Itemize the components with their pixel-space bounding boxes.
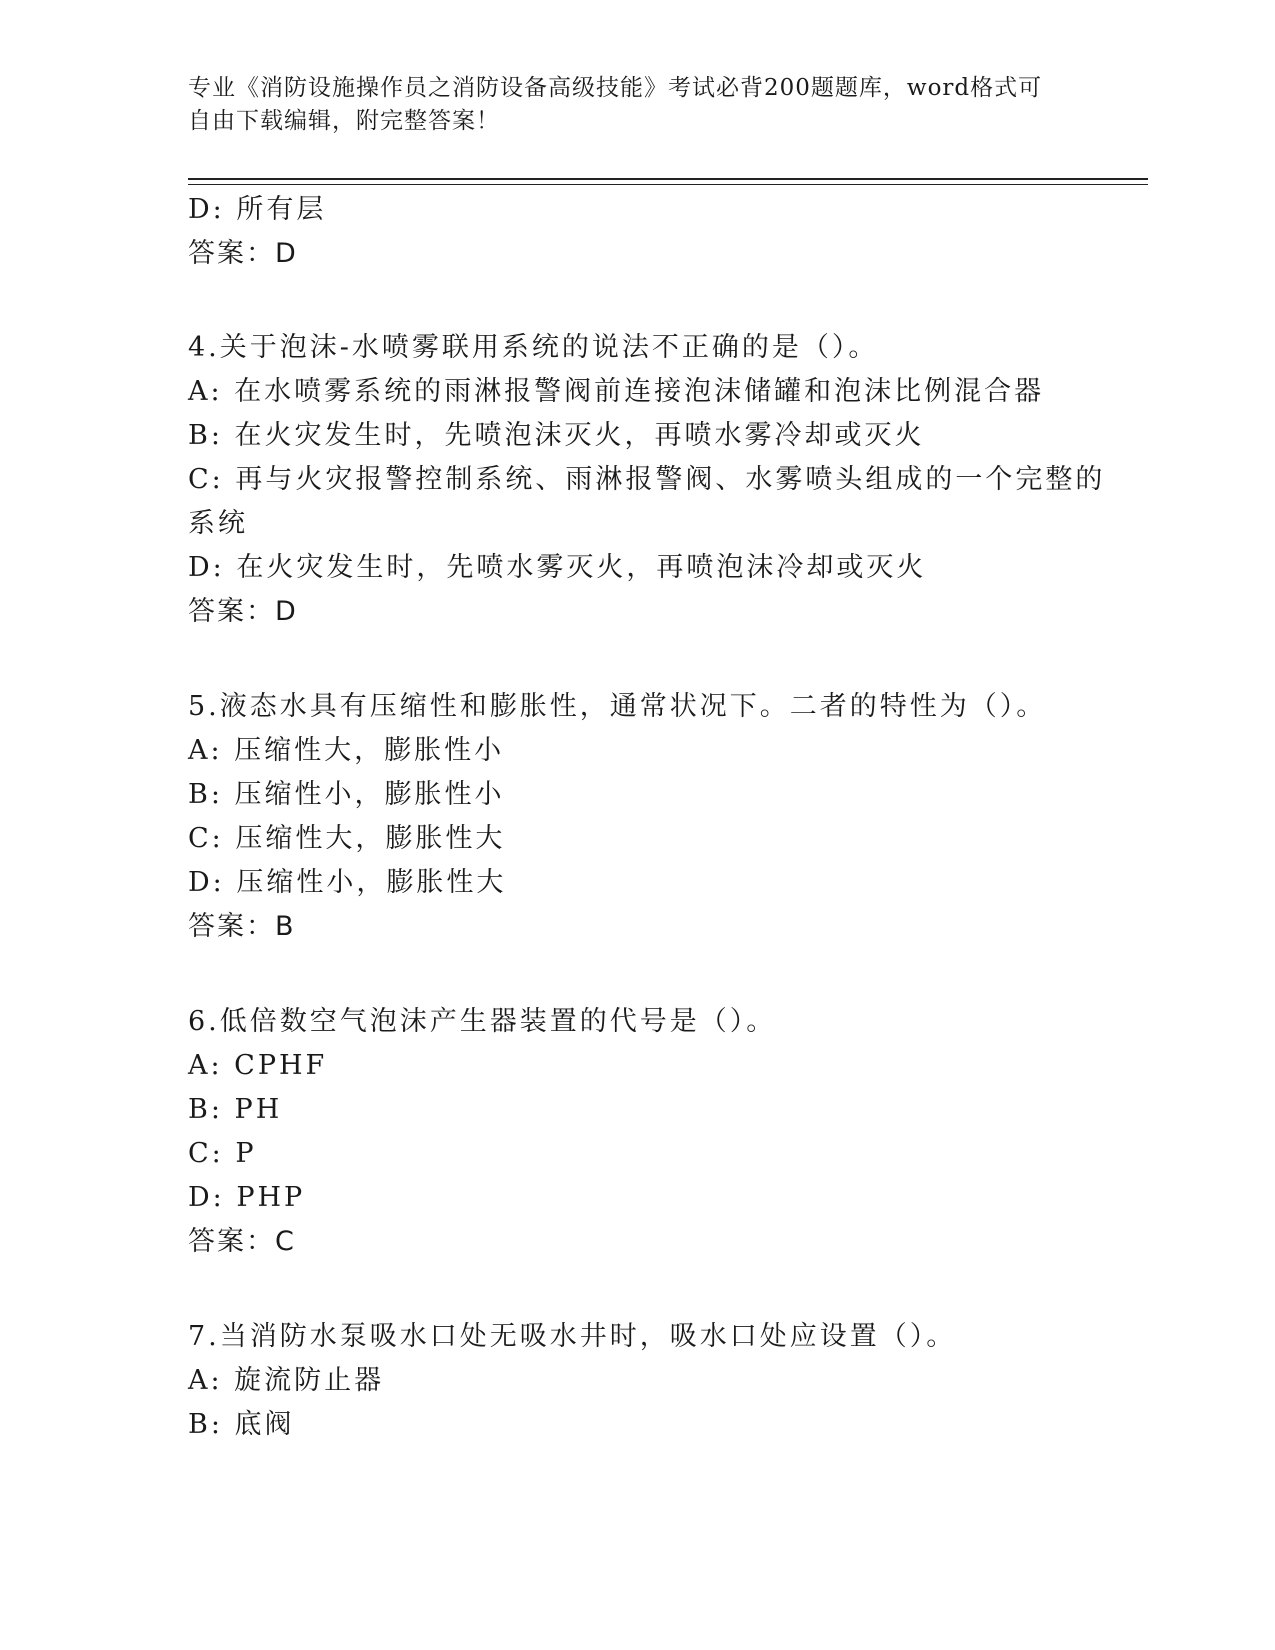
q6-stem: 6.低倍数空气泡沫产生器装置的代号是（）。 bbox=[188, 1006, 777, 1037]
q7-option-b: B: 底阀 bbox=[188, 1409, 295, 1440]
q3-option-d: D: 所有层 bbox=[188, 194, 327, 225]
q4-option-c-continued: 系统 bbox=[188, 508, 248, 539]
q4-option-b: B: 在火灾发生时，先喷泡沫灭火，再喷水雾冷却或灭火 bbox=[188, 420, 925, 451]
q7-option-a: A: 旋流防止器 bbox=[188, 1365, 385, 1396]
header-rule-thick bbox=[188, 178, 1148, 180]
q6-option-a: A: CPHF bbox=[188, 1050, 328, 1081]
q4-option-a: A: 在水喷雾系统的雨淋报警阀前连接泡沫储罐和泡沫比例混合器 bbox=[188, 376, 1045, 407]
q4-answer: 答案：D bbox=[188, 596, 298, 627]
header-rule-thin bbox=[188, 184, 1148, 185]
q5-option-d: D: 压缩性小，膨胀性大 bbox=[188, 867, 507, 898]
q5-option-c: C: 压缩性大，膨胀性大 bbox=[188, 823, 506, 854]
q6-option-d: D: PHP bbox=[188, 1182, 306, 1213]
q4-option-d: D: 在火灾发生时，先喷水雾灭火，再喷泡沫冷却或灭火 bbox=[188, 552, 927, 583]
q5-stem: 5.液态水具有压缩性和膨胀性，通常状况下。二者的特性为（）。 bbox=[188, 691, 1047, 722]
q5-option-b: B: 压缩性小，膨胀性小 bbox=[188, 779, 505, 810]
q5-answer: 答案：B bbox=[188, 911, 296, 942]
q5-option-a: A: 压缩性大，膨胀性小 bbox=[188, 735, 505, 766]
q6-option-c: C: P bbox=[188, 1138, 257, 1169]
header-line-2: 自由下载编辑，附完整答案！ bbox=[188, 108, 500, 134]
q6-option-b: B: PH bbox=[188, 1094, 283, 1125]
q6-answer: 答案：C bbox=[188, 1226, 296, 1257]
header-line-1: 专业《消防设施操作员之消防设备高级技能》考试必背200题题库，word格式可 bbox=[188, 75, 1043, 101]
q4-option-c: C: 再与火灾报警控制系统、雨淋报警阀、水雾喷头组成的一个完整的 bbox=[188, 464, 1106, 495]
q3-answer: 答案：D bbox=[188, 238, 298, 269]
document-header bbox=[188, 72, 1068, 138]
q4-stem: 4.关于泡沫-水喷雾联用系统的说法不正确的是（）。 bbox=[188, 332, 879, 363]
q7-stem: 7.当消防水泵吸水口处无吸水井时，吸水口处应设置（）。 bbox=[188, 1321, 957, 1352]
